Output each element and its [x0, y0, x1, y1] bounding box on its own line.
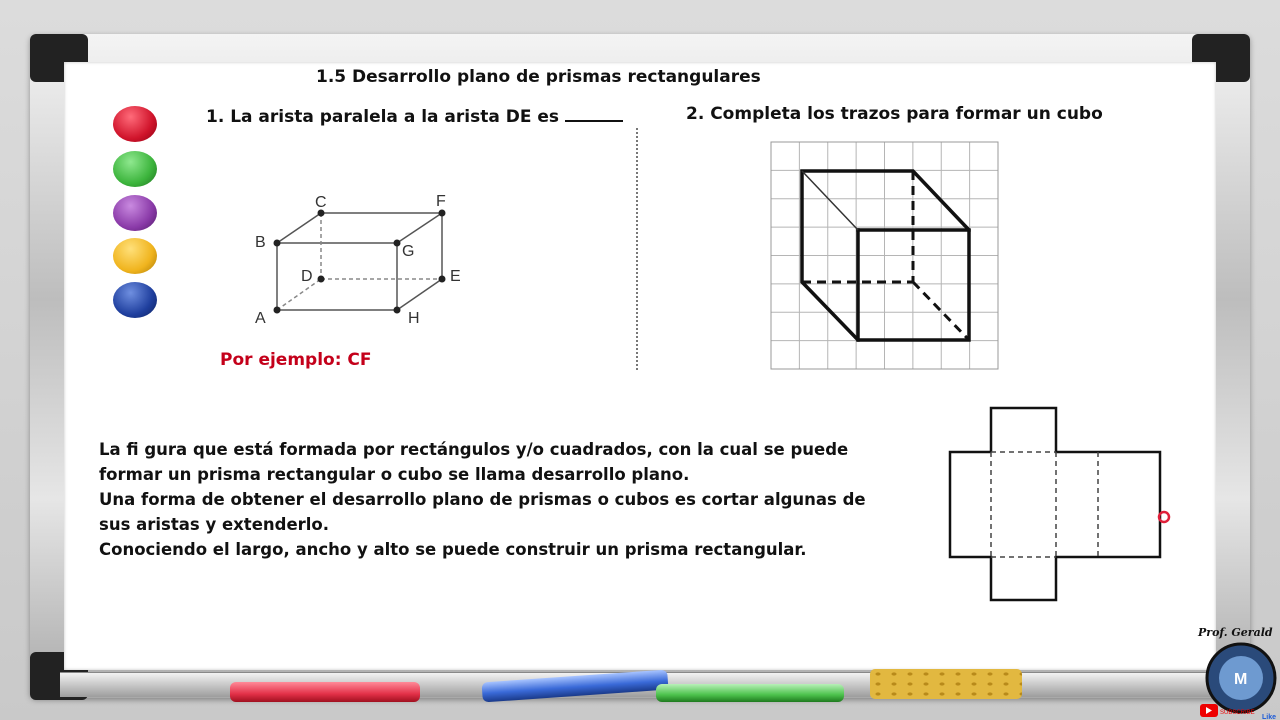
channel-logo[interactable]: [1198, 636, 1280, 720]
green-marker[interactable]: [656, 684, 844, 702]
vertex-d: [318, 276, 325, 283]
rectangular-prism: [240, 180, 480, 340]
like-label[interactable]: Like: [1262, 714, 1277, 720]
cube-net: [948, 407, 1163, 602]
paragraph-line-2: formar un prisma rectangular o cubo se llama desarrollo plano.: [99, 465, 690, 484]
question-2: 2. Completa los trazos para formar un cubo: [686, 104, 1103, 124]
label-c: C: [315, 194, 327, 211]
vertex-h: [394, 307, 401, 314]
vertex-g: [394, 240, 401, 247]
label-d: D: [301, 268, 313, 285]
paragraph-line-1: La fi gura que está formada por rectángulos y/o cuadrados, con la cual se puede: [99, 440, 849, 459]
page-title: 1.5 Desarrollo plano de prismas rectangulares: [316, 67, 761, 87]
section-divider: [636, 128, 638, 370]
color-dot-green[interactable]: [113, 151, 157, 187]
label-e: E: [450, 268, 461, 285]
definition-paragraph: [99, 437, 899, 562]
color-dot-yellow[interactable]: [113, 238, 157, 274]
vertex-f: [439, 210, 446, 217]
label-f: F: [436, 193, 446, 210]
eraser-sponge[interactable]: [870, 669, 1022, 699]
red-marker[interactable]: [230, 682, 420, 702]
label-b: B: [255, 234, 266, 251]
question-1: [206, 104, 623, 127]
paragraph-line-4: sus aristas y extenderlo.: [99, 515, 330, 534]
label-h: H: [408, 310, 420, 327]
vertex-a: [274, 307, 281, 314]
color-dot-red[interactable]: [113, 106, 157, 142]
vertex-b: [274, 240, 281, 247]
cube-grid: [771, 142, 998, 369]
paragraph-line-3: Una forma de obtener el desarrollo plano de prismas o cubos es cortar algunas de: [99, 490, 866, 509]
channel-name: Prof. Gerald: [1198, 626, 1273, 639]
example-answer: Por ejemplo: CF: [220, 350, 372, 370]
answer-blank: [565, 104, 623, 122]
logo-letter: M: [1234, 671, 1248, 688]
vertex-e: [439, 276, 446, 283]
label-g: G: [402, 243, 415, 260]
paragraph-line-5: Conociendo el largo, ancho y alto se puede construir un prisma rectangular.: [99, 540, 807, 559]
color-dot-blue[interactable]: [113, 282, 157, 318]
label-a: A: [255, 310, 266, 327]
question-1-text: 1. La arista paralela a la arista DE es: [206, 107, 560, 127]
color-dot-purple[interactable]: [113, 195, 157, 231]
subscribe-label[interactable]: SUBSCRIBE: [1220, 710, 1255, 716]
